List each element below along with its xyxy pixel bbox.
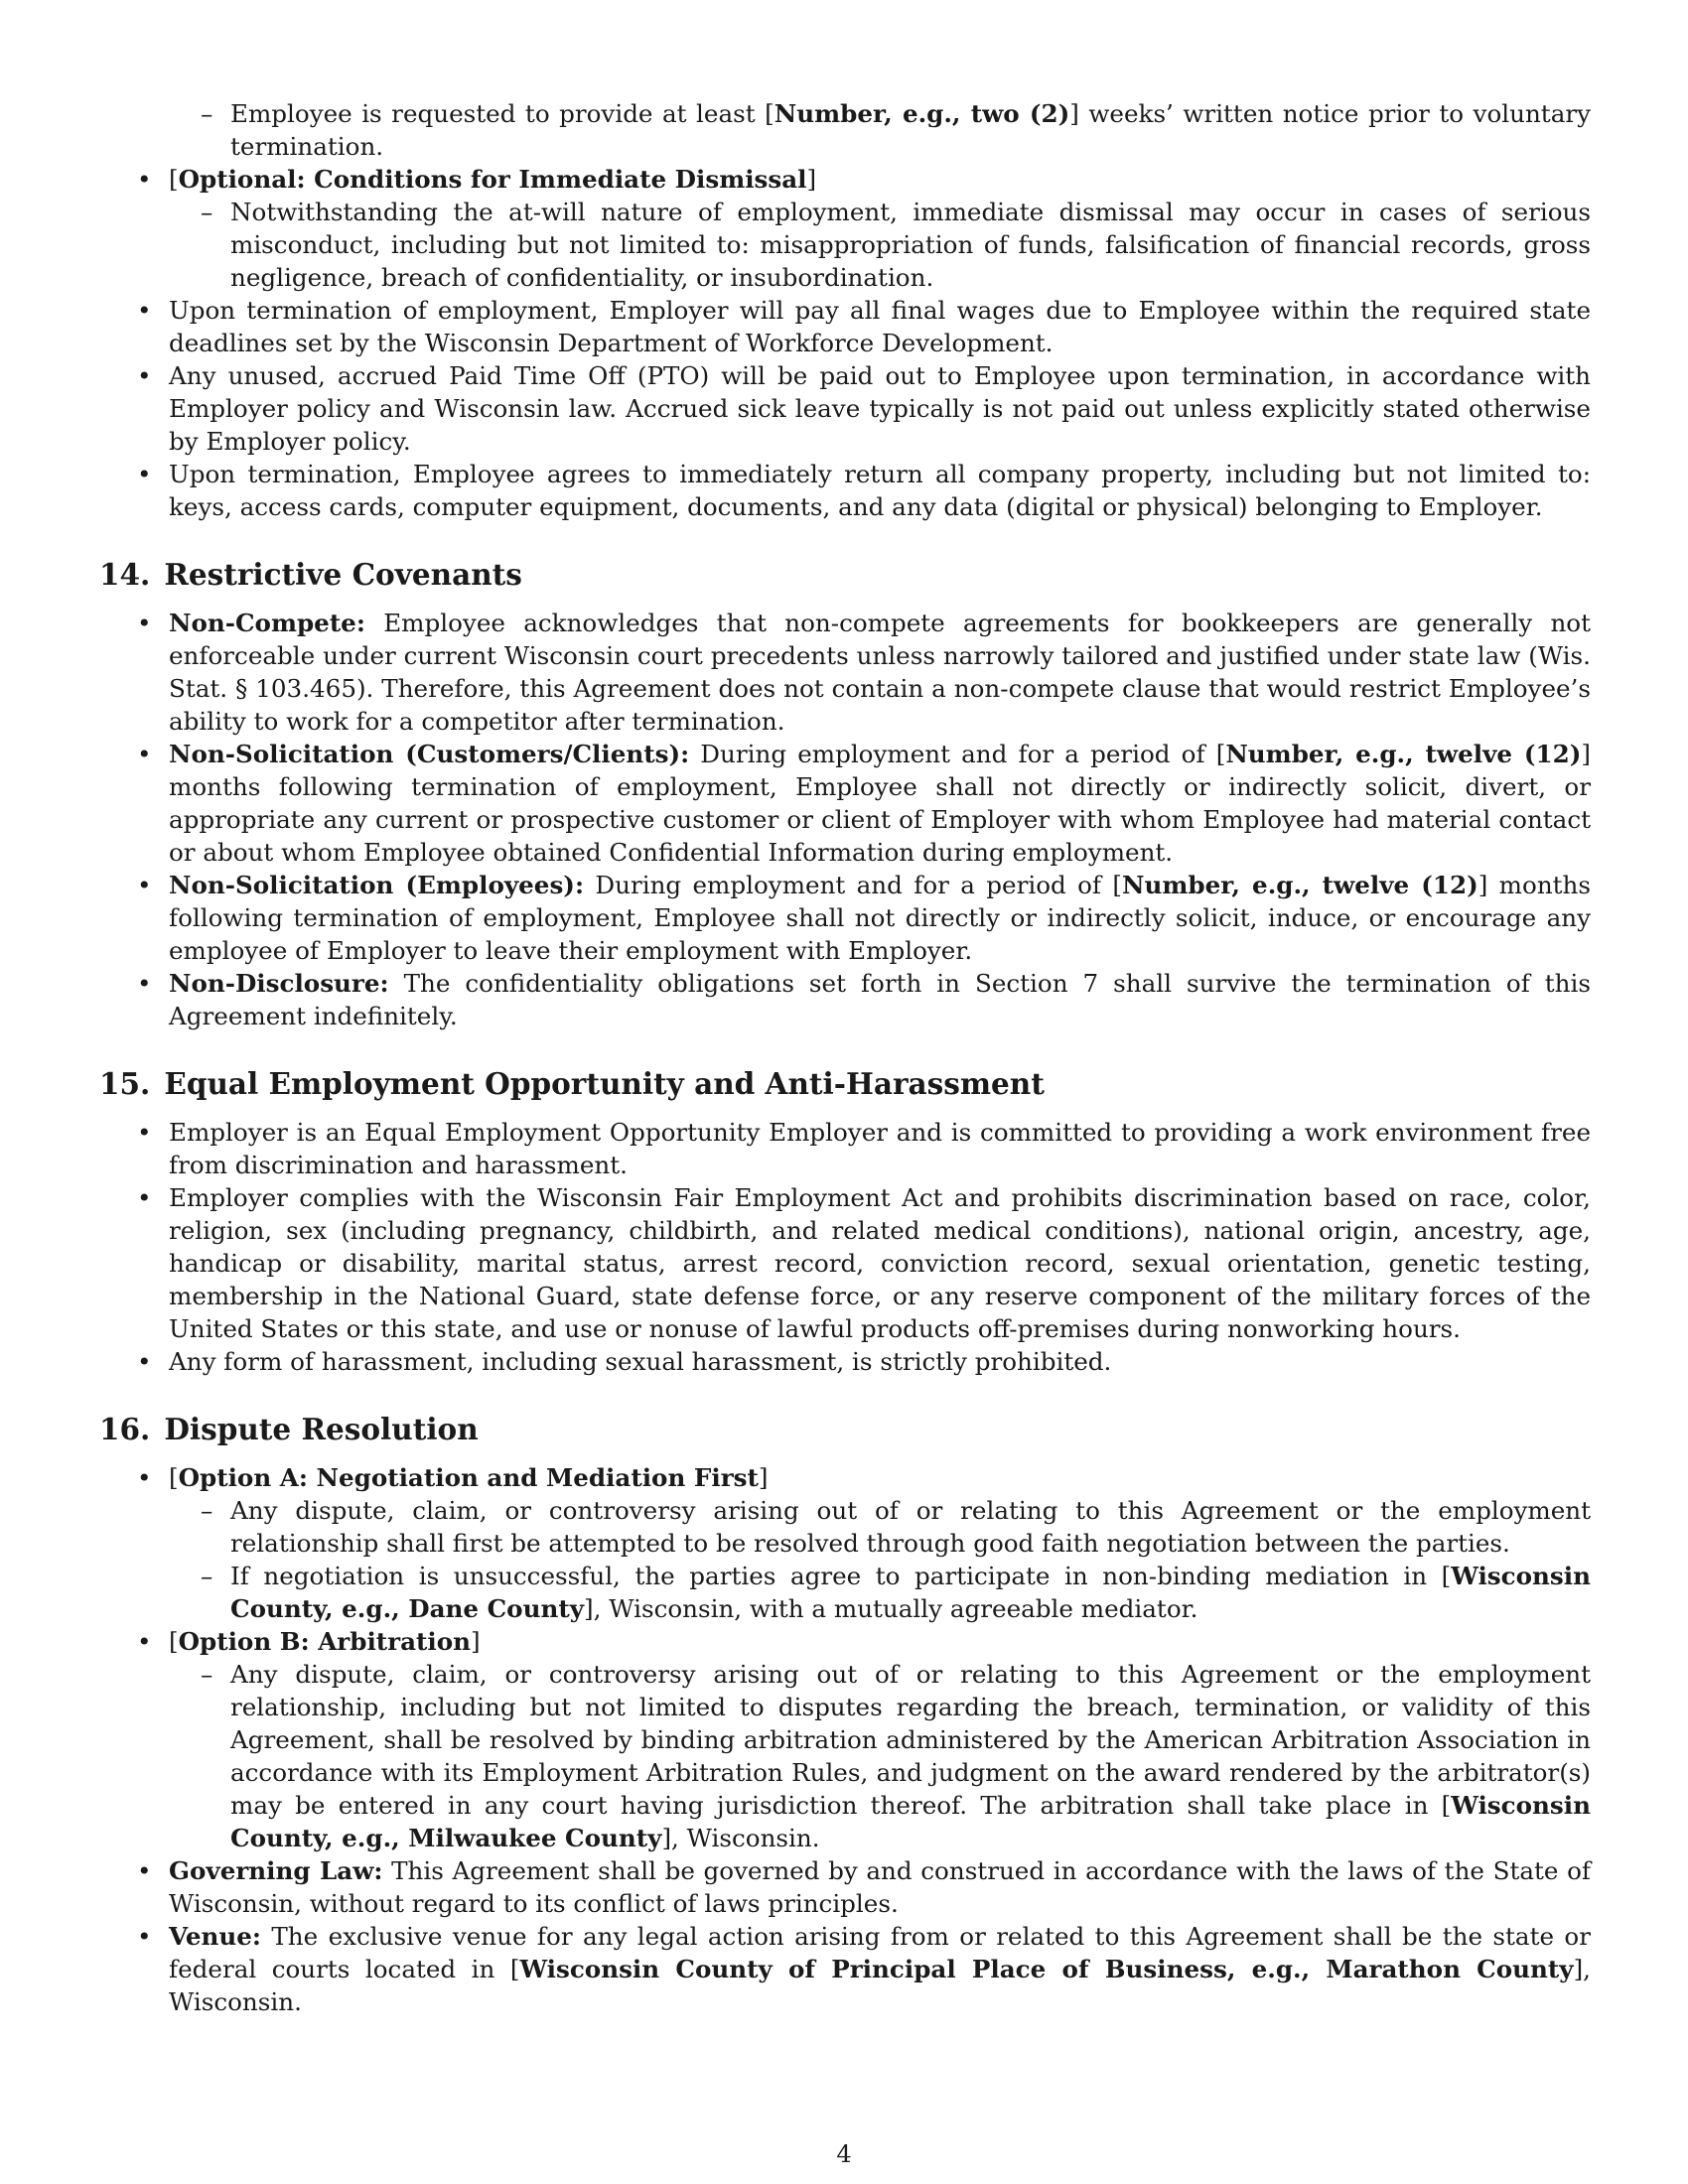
section-16-heading: 16. Dispute Resolution bbox=[99, 1412, 479, 1446]
option-a-negotiation-subitem: – Any dispute, claim, or controversy arising out of or relating to this Agreement or the employment relationship shall first be attempted to be resolved through good faith negotiation between the parties. bbox=[99, 1494, 1591, 1560]
harassment-item: • Any form of harassment, including sexual harassment, is strictly prohibited. bbox=[99, 1345, 1591, 1378]
section-15-list bbox=[99, 1116, 1591, 1378]
immediate-dismissal-subitem: – Notwithstanding the at-will nature of employment, immediate dismissal may occur in cases of serious misconduct, including but not limited to: misappropriation of funds, falsification of financial records, gross negligence, breach of confidentiality, or insubordination. bbox=[99, 196, 1591, 294]
fair-employment-act-item: • Employer complies with the Wisconsin Fair Employment Act and prohibits discrimination based on race, color, religion, sex (including pregnancy, childbirth, and related medical conditions), national origin, ancestry, age, handicap or disability, marital status, arrest record, conviction record, sexual orientation, genetic testing, membership in the National Guard, state defense force, or any reserve component of the military forces of the United States or this state, and use or nonuse of lawful products off-premises during nonworking hours. bbox=[99, 1181, 1591, 1345]
option-a-item: • [Option A: Negotiation and Mediation First] bbox=[99, 1461, 1591, 1494]
section-15-heading: 15. Equal Employment Opportunity and Anti-Harassment bbox=[99, 1066, 1045, 1101]
final-wages-item: • Upon termination of employment, Employer will pay all final wages due to Employee within the required state deadlines set by the Wisconsin Department of Workforce Development. bbox=[99, 294, 1591, 359]
section-14-list bbox=[99, 607, 1591, 1032]
document-page bbox=[99, 97, 1591, 2018]
venue-item: • Venue: The exclusive venue for any legal action arising from or related to this Agreement shall be the state or federal courts located in [Wisconsin County of Principal Place of Business, e.g., Marathon County], Wisconsin. bbox=[99, 1920, 1591, 2018]
company-property-item: • Upon termination, Employee agrees to immediately return all company property, including but not limited to: keys, access cards, computer equipment, documents, and any data (digital or physical) belonging to Employer. bbox=[99, 458, 1591, 523]
page-number: 4 bbox=[836, 2140, 852, 2168]
eeo-item: • Employer is an Equal Employment Opportunity Employer and is committed to providing a work environment free from discrimination and harassment. bbox=[99, 1116, 1591, 1181]
section-16-list bbox=[99, 1461, 1591, 2018]
notice-subitem: – Employee is requested to provide at least [Number, e.g., two (2)] weeks’ written notice prior to voluntary termination. bbox=[99, 97, 1591, 163]
non-compete-item: • Non-Compete: Employee acknowledges that non-compete agreements for bookkeepers are generally not enforceable under current Wisconsin court precedents unless narrowly tailored and justified under state law (Wis. Stat. § 103.465). Therefore, this Agreement does not contain a non-compete clause that would restrict Employee’s ability to work for a competitor after termination. bbox=[99, 607, 1591, 738]
non-solicitation-customers-item: • Non-Solicitation (Customers/Clients): During employment and for a period of [Number, e.g., twelve (12)] months following termination of employment, Employee shall not directly or indirectly solicit, divert, or appropriate any current or prospective customer or client of Employer with whom Employee had material contact or about whom Employee obtained Confidential Information during employment. bbox=[99, 738, 1591, 869]
termination-continued-list bbox=[99, 97, 1591, 523]
non-solicitation-employees-item: • Non-Solicitation (Employees): During employment and for a period of [Number, e.g., twelve (12)] months following termination of employment, Employee shall not directly or indirectly solicit, induce, or encourage any employee of Employer to leave their employment with Employer. bbox=[99, 869, 1591, 967]
pto-item: • Any unused, accrued Paid Time Off (PTO) will be paid out to Employee upon termination, in accordance with Employer policy and Wisconsin law. Accrued sick leave typically is not paid out unless explicitly stated otherwise by Employer policy. bbox=[99, 359, 1591, 458]
option-b-item: • [Option B: Arbitration] bbox=[99, 1625, 1591, 1658]
immediate-dismissal-item: • [Optional: Conditions for Immediate Dismissal] bbox=[99, 163, 1591, 196]
section-14-heading: 14. Restrictive Covenants bbox=[99, 557, 522, 592]
option-a-mediation-subitem: – If negotiation is unsuccessful, the parties agree to participate in non-binding mediation in [Wisconsin County, e.g., Dane County], Wisconsin, with a mutually agreeable mediator. bbox=[99, 1560, 1591, 1625]
option-b-arbitration-subitem: – Any dispute, claim, or controversy arising out of or relating to this Agreement or the employment relationship, including but not limited to disputes regarding the breach, termination, or validity of this Agreement, shall be resolved by binding arbitration administered by the American Arbitration Association in accordance with its Employment Arbitration Rules, and judgment on the award rendered by the arbitrator(s) may be entered in any court having jurisdiction thereof. The arbitration shall take place in [Wisconsin County, e.g., Milwaukee County], Wisconsin. bbox=[99, 1658, 1591, 1854]
governing-law-item: • Governing Law: This Agreement shall be governed by and construed in accordance with the laws of the State of Wisconsin, without regard to its conflict of laws principles. bbox=[99, 1854, 1591, 1920]
non-disclosure-item: • Non-Disclosure: The confidentiality obligations set forth in Section 7 shall survive the termination of this Agreement indefinitely. bbox=[99, 967, 1591, 1032]
